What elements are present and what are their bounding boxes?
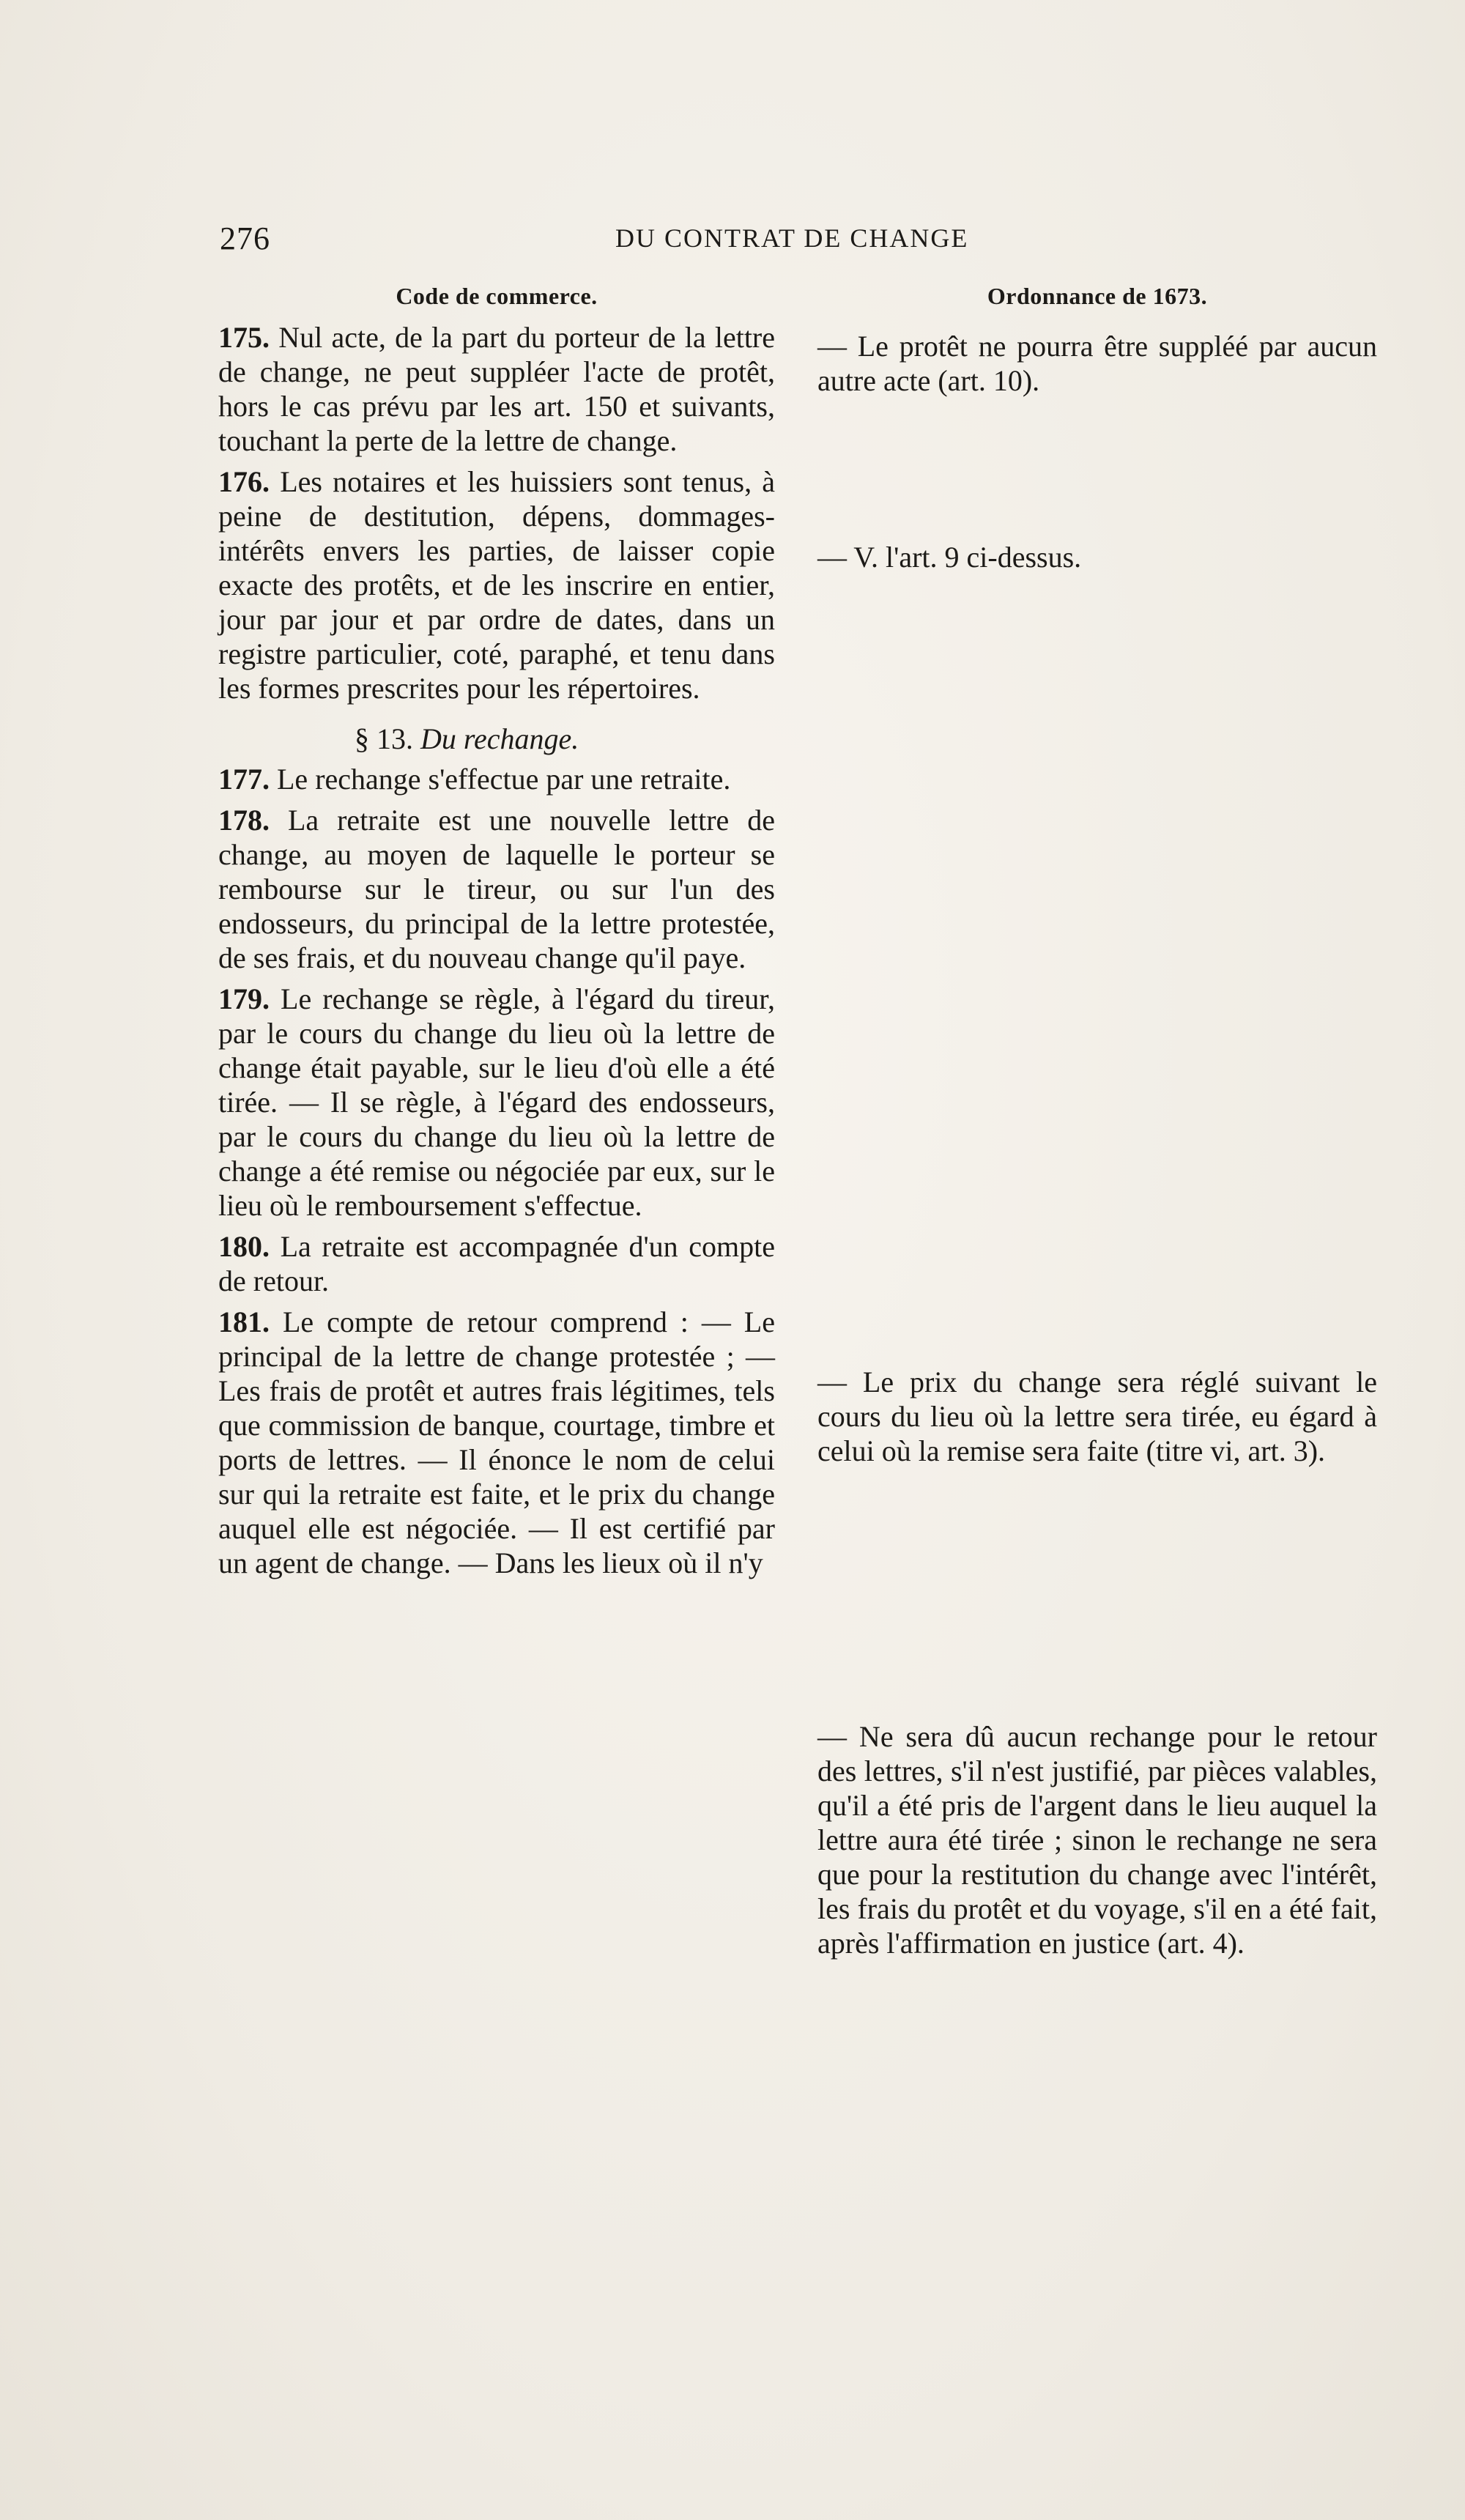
article-179 bbox=[218, 982, 775, 1223]
article-number: 175. bbox=[218, 321, 270, 354]
column-heading-right: Ordonnance de 1673. bbox=[987, 283, 1208, 309]
article-text: La retraite est une nouvelle lettre de change, au moyen de laquelle le porteur se rembourse sur le tireur, ou sur l'un des endosseurs, du principal de la lettre protestée, de ses frais, et du nouveau change qu'il paye. bbox=[218, 804, 776, 974]
page-number: 276 bbox=[220, 220, 270, 256]
article-176 bbox=[218, 464, 775, 705]
article-text: Le rechange se règle, à l'égard du tireur, par le cours du change du lieu où la lettre de change était payable, sur le lieu d'où elle a été tirée. — Il se règle, à l'égard des endosseurs, par le cours du change du lieu où la lettre de change a été remise ou négociée par eux, sur le lieu où le remboursement s'effectue. bbox=[218, 982, 775, 1222]
section-number: § 13. bbox=[355, 722, 413, 755]
article-178 bbox=[218, 803, 775, 975]
running-title: DU CONTRAT DE CHANGE bbox=[615, 223, 969, 253]
article-text: Les notaires et les huissiers sont tenus, à peine de destitution, dépens, dommages-intérêts envers les parties, de laisser copie exacte des protêts, et de les inscrire en entier, jour par jour et par ordre de dates, dans un registre particulier, coté, paraphé, et tenu dans les formes prescrites pour les répertoires. bbox=[218, 465, 776, 705]
notes-container bbox=[817, 320, 1377, 2298]
article-number: 176. bbox=[218, 465, 270, 498]
code-de-commerce-column bbox=[218, 283, 775, 1580]
article-number: 180. bbox=[218, 1230, 270, 1263]
page-header bbox=[220, 220, 1392, 264]
note-art-10: — Le protêt ne pourra être suppléé par aucun autre acte (art. 10). bbox=[817, 330, 1377, 397]
note-art-9: — V. l'art. 9 ci-dessus. bbox=[817, 541, 1082, 574]
article-number: 181. bbox=[218, 1305, 270, 1338]
article-number: 178. bbox=[218, 804, 270, 837]
article-text: Le compte de retour comprend : — Le principal de la lettre de change protestée ; — Les frais de protêt et autres frais légitimes, tels que commission de banque, courtage, timbre et ports de lettres. — Il énonce le nom de celui sur qui la retraite est faite, et le prix du change auquel elle est négociée. — Il est certifié par un agent de change. — Dans les lieux où il n'y bbox=[218, 1305, 775, 1579]
article-180 bbox=[218, 1229, 775, 1298]
article-number: 177. bbox=[218, 763, 270, 796]
note-art-4: — Ne sera dû aucun rechange pour le retour des lettres, s'il n'est justifié, par pièces valables, qu'il a été pris de l'argent dans le lieu auquel la lettre aura été tirée ; sinon le rechange ne sera que pour la restitution du change avec l'intérêt, les frais du protêt et du voyage, s'il en a été fait, après l'affirmation en justice (art. 4). bbox=[817, 1720, 1377, 1960]
article-text: La retraite est accompagnée d'un compte de retour. bbox=[218, 1230, 775, 1297]
column-heading-left: Code de commerce. bbox=[396, 283, 598, 309]
article-181 bbox=[218, 1305, 775, 1580]
article-175 bbox=[218, 320, 775, 458]
article-text: Nul acte, de la part du porteur de la lettre de change, ne peut suppléer l'acte de protêt, hors le cas prévu par les art. 150 et suivants, touchant la perte de la lettre de change. bbox=[218, 321, 776, 457]
article-text: Le rechange s'effectue par une retraite. bbox=[277, 763, 731, 796]
section-heading bbox=[218, 722, 775, 756]
section-title: Du rechange. bbox=[420, 722, 579, 755]
ordonnance-1673-column bbox=[817, 283, 1377, 2298]
article-number: 179. bbox=[218, 982, 270, 1015]
note-titre-vi-art-3: — Le prix du change sera réglé suivant le cours du lieu où la lettre sera tirée, eu égard à celui où la remise sera faite (titre vi, art. 3). bbox=[817, 1365, 1377, 1467]
article-177 bbox=[218, 762, 775, 796]
